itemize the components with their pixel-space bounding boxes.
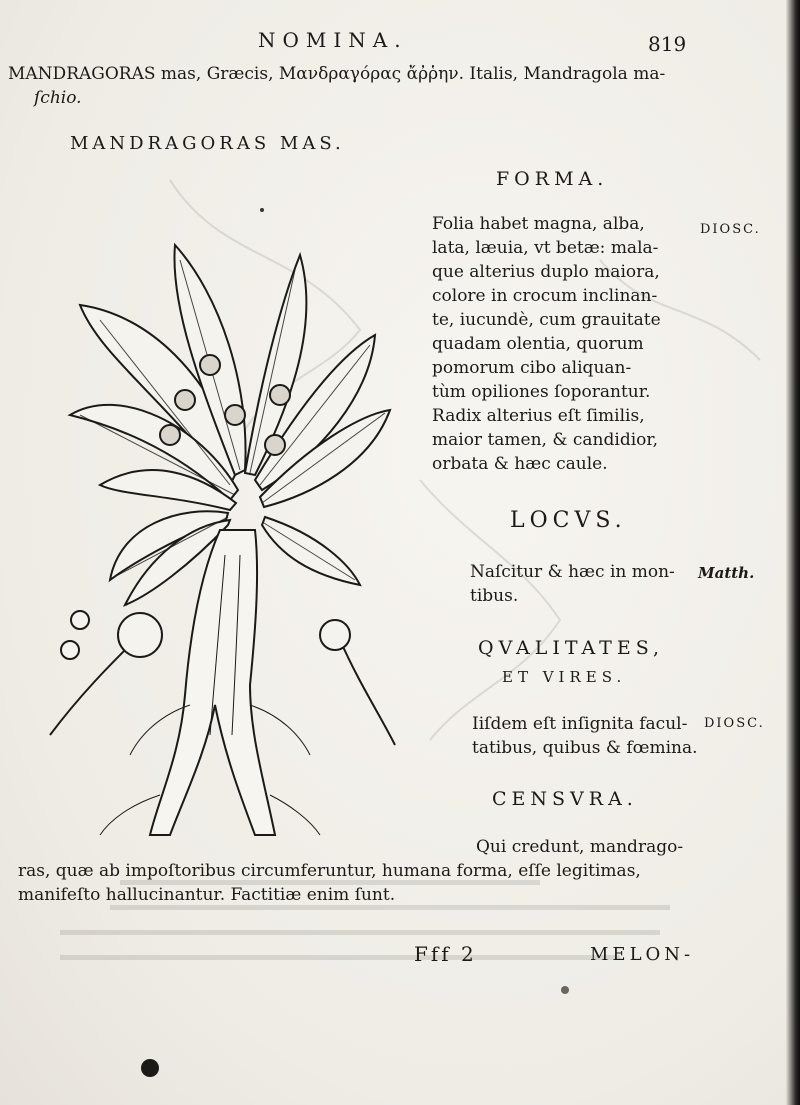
heading-locus: LOCVS. (510, 508, 627, 533)
heading-censura: CENSVRA. (492, 788, 638, 810)
censura-line-1: Qui credunt, mandrago- (476, 837, 684, 857)
heading-qualitates: QVALITATES, (478, 637, 665, 659)
forma-text: Folia habet magna, alba, lata, læuia, vt betæ: mala- que alterius duplo maiora, colore in crocum inclinan- te, iucundè, cum grauitate quadam olentia, quorum pomorum cibo aliquan- tùm opiliones ſoporantur. Radix alterius eſt ſimilis, maior tamen, & candidior, orbata & hæc caule. (432, 214, 661, 474)
intro-line-2: ſchio. (34, 88, 82, 108)
qualitates-text: Iiſdem eſt inſignita facul- tatibus, quibus & fœmina. (472, 714, 698, 758)
intro-line-1: MANDRAGORAS mas, Græcis, Μανδραγόρας ἄῤῥην. Italis, Mandragola ma- (8, 64, 666, 84)
catchword: MELON- (590, 944, 695, 965)
signature-mark: Fff 2 (414, 942, 477, 966)
heading-et-vires: ET VIRES. (502, 668, 627, 686)
censura-line-2: ras, quæ ab impoſtoribus circumferuntur, humana forma, eſſe legitimas, (18, 861, 641, 881)
heading-forma: FORMA. (496, 168, 609, 190)
marginal-note-diosc: DIOSC. (700, 222, 761, 237)
running-title: NOMINA. (258, 28, 408, 52)
page-number: 819 (648, 32, 687, 56)
censura-line-3: manifeſto hallucinantur. Factitiæ enim ſunt. (18, 885, 396, 905)
marginal-note-diosc-2: DIOSC. (704, 716, 765, 731)
marginal-note-matth: Matth. (698, 564, 755, 582)
locus-text: Naſcitur & hæc in mon- tibus. (470, 562, 675, 606)
plant-title: MANDRAGORAS MAS. (70, 133, 345, 154)
